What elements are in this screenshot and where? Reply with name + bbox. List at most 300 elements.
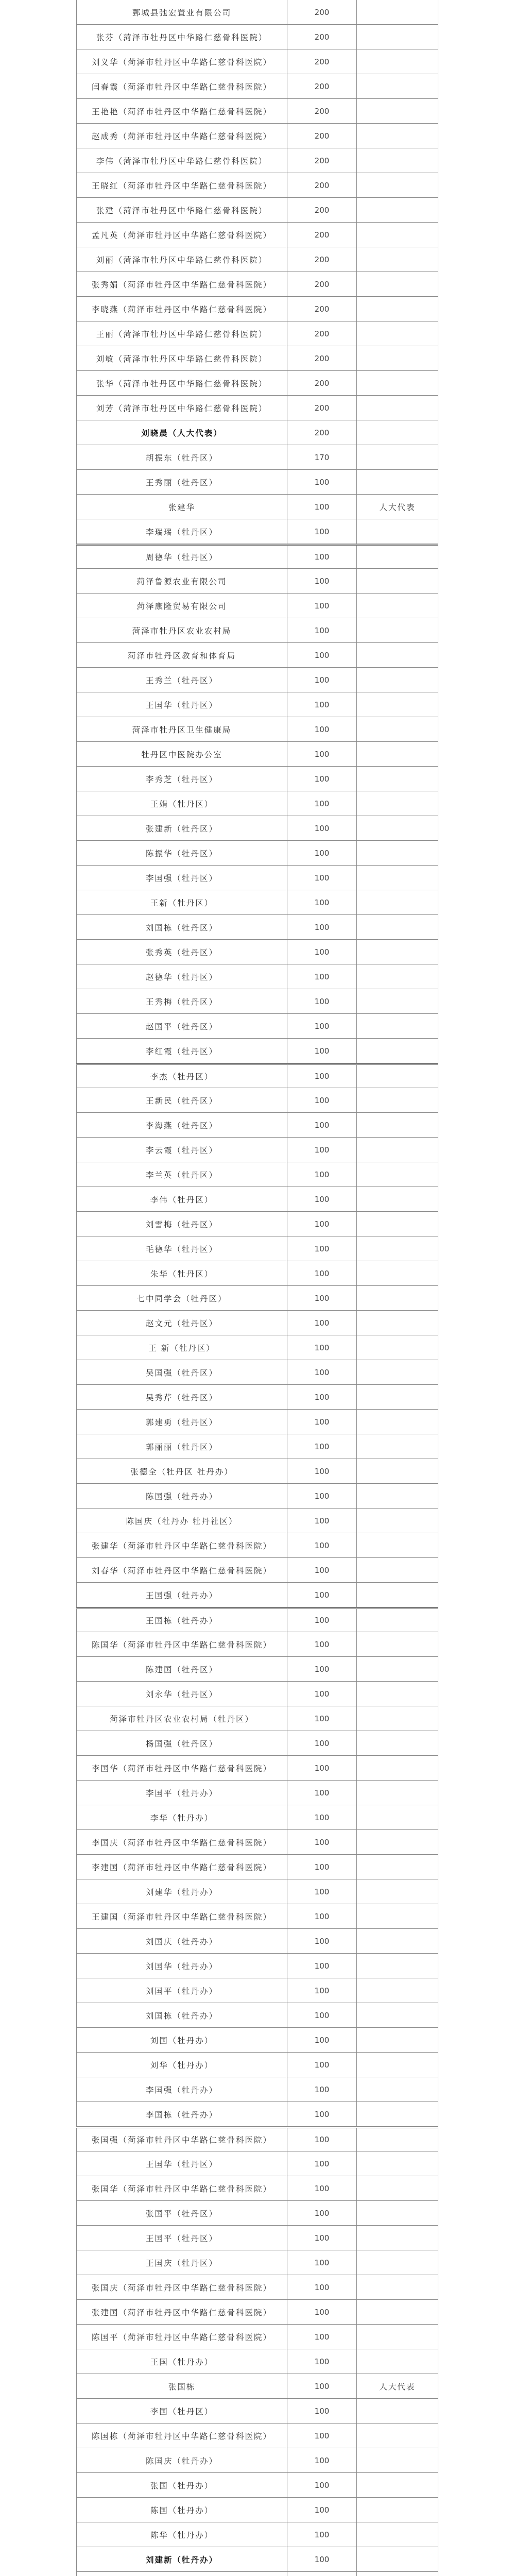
table-row [76, 841, 438, 866]
donation-amount-cell: 100 [287, 1756, 356, 1780]
donor-name-cell: 刘国栋（牡丹区） [76, 915, 287, 939]
donor-name-cell: 刘国华（牡丹办） [76, 1954, 287, 1978]
remark-cell [356, 1014, 438, 1038]
donation-amount-cell: 100 [287, 1286, 356, 1310]
donation-amount-cell: 100 [287, 1113, 356, 1137]
donation-amount-cell: 100 [287, 546, 356, 568]
remark-cell: 人大代表 [356, 2374, 438, 2398]
remark-cell [356, 272, 438, 296]
donation-amount-cell: 100 [287, 2325, 356, 2349]
donor-name-cell: 张建新（牡丹区） [76, 816, 287, 840]
remark-cell [356, 2325, 438, 2349]
table-row [76, 247, 438, 272]
donor-name-cell: 李伟（菏泽市牡丹区中华路仁慈骨科医院） [76, 148, 287, 173]
table-row [76, 1311, 438, 1335]
donation-amount-cell: 100 [287, 618, 356, 642]
remark-cell [356, 1039, 438, 1063]
donation-amount-cell: 100 [287, 1929, 356, 1953]
donor-name-cell: 郭建勇（牡丹区） [76, 1410, 287, 1434]
remark-cell [356, 989, 438, 1013]
table-row [76, 1286, 438, 1311]
donor-name-cell: 毛德华（牡丹区） [76, 1236, 287, 1261]
donation-amount-cell: 200 [287, 74, 356, 98]
remark-cell [356, 1706, 438, 1731]
donor-name-cell: 刘国平（牡丹办） [76, 1978, 287, 2003]
remark-cell [356, 1533, 438, 1557]
table-row [76, 915, 438, 940]
remark-cell [356, 1904, 438, 1928]
donation-amount-cell: 200 [287, 396, 356, 420]
remark-cell [356, 1065, 438, 1088]
remark-cell [356, 1731, 438, 1755]
donation-amount-cell: 100 [287, 2424, 356, 2448]
table-row [76, 1014, 438, 1039]
remark-cell [356, 1978, 438, 2003]
table-row [76, 272, 438, 297]
remark-cell [356, 2102, 438, 2126]
remark-cell [356, 643, 438, 667]
table-row [76, 2102, 438, 2127]
table-row [76, 1929, 438, 1954]
table-row [76, 2003, 438, 2028]
donation-amount-cell: 100 [287, 1236, 356, 1261]
donation-amount-cell: 100 [287, 2102, 356, 2126]
donor-name-cell: 菏泽市牡丹区农业农村局 [76, 618, 287, 642]
donation-amount-cell: 200 [287, 25, 356, 49]
donation-amount-cell: 100 [287, 717, 356, 741]
remark-cell [356, 2300, 438, 2324]
table-row [76, 2498, 438, 2522]
donation-amount-cell: 100 [287, 1187, 356, 1211]
remark-cell [356, 2250, 438, 2275]
donor-name-cell: 李国强（牡丹办） [76, 2077, 287, 2102]
donor-name-cell: 王晓红（菏泽市牡丹区中华路仁慈骨科医院） [76, 173, 287, 197]
remark-cell [356, 1385, 438, 1409]
donor-name-cell: 张国平（牡丹区） [76, 2201, 287, 2225]
table-row [76, 1533, 438, 1558]
donor-name-cell: 菏泽康隆贸易有限公司 [76, 594, 287, 618]
remark-cell [356, 2053, 438, 2077]
donor-name-cell: 李建国（菏泽市牡丹区中华路仁慈骨科医院） [76, 1855, 287, 1879]
table-row [76, 1434, 438, 1459]
remark-cell [356, 1311, 438, 1335]
donation-amount-cell: 200 [287, 0, 356, 24]
donor-name-cell: 李华（牡丹办） [76, 1805, 287, 1829]
table-row [76, 1558, 438, 1583]
donor-name-cell: 李晓燕（菏泽市牡丹区中华路仁慈骨科医院） [76, 297, 287, 321]
remark-cell [356, 668, 438, 692]
remark-cell [356, 1830, 438, 1854]
donation-amount-cell: 100 [287, 1311, 356, 1335]
donation-amount-cell: 100 [287, 2547, 356, 2571]
donor-name-cell: 闫春霞（菏泽市牡丹区中华路仁慈骨科医院） [76, 74, 287, 98]
donor-name-cell: 赵成秀（菏泽市牡丹区中华路仁慈骨科医院） [76, 124, 287, 148]
donation-amount-cell: 200 [287, 49, 356, 74]
remark-cell [356, 1162, 438, 1187]
remark-cell [356, 1879, 438, 1904]
table-row [76, 25, 438, 49]
donor-name-cell: 张国华（菏泽市牡丹区中华路仁慈骨科医院） [76, 2176, 287, 2200]
remark-cell [356, 1261, 438, 1285]
table-row [76, 594, 438, 618]
donation-amount-cell: 100 [287, 668, 356, 692]
donation-amount-cell: 100 [287, 1509, 356, 1533]
donation-amount-cell: 100 [287, 495, 356, 519]
table-row [76, 767, 438, 791]
remark-cell: 人大代表 [356, 495, 438, 519]
donation-amount-cell: 100 [287, 2003, 356, 2027]
donor-name-cell: 刘春华（菏泽市牡丹区中华路仁慈骨科医院） [76, 1558, 287, 1582]
donation-amount-cell: 100 [287, 964, 356, 989]
donor-name-cell: 李国华（菏泽市牡丹区中华路仁慈骨科医院） [76, 1756, 287, 1780]
donation-amount-cell: 100 [287, 1484, 356, 1508]
donation-amount-cell: 100 [287, 1162, 356, 1187]
table-row [76, 445, 438, 470]
table-row [76, 1731, 438, 1756]
remark-cell [356, 470, 438, 494]
remark-cell [356, 1756, 438, 1780]
donation-amount-cell: 100 [287, 2176, 356, 2200]
remark-cell [356, 1583, 438, 1607]
table-row [76, 2349, 438, 2374]
table-row [76, 2473, 438, 2498]
donation-amount-cell: 100 [287, 1261, 356, 1285]
donation-amount-cell: 100 [287, 1978, 356, 2003]
donor-name-cell [76, 2572, 287, 2576]
donor-name-cell: 陈振华（牡丹区） [76, 841, 287, 865]
donation-amount-cell: 100 [287, 2201, 356, 2225]
table-row [76, 1879, 438, 1904]
donor-name-cell: 李国庆（菏泽市牡丹区中华路仁慈骨科医院） [76, 1830, 287, 1854]
donor-name-cell: 陈国（牡丹办） [76, 2498, 287, 2522]
remark-cell [356, 2176, 438, 2200]
donor-name-cell: 刘国（牡丹办） [76, 2028, 287, 2052]
table-row [76, 297, 438, 321]
donation-amount-cell: 100 [287, 890, 356, 914]
table-row [76, 1632, 438, 1657]
table-row [76, 643, 438, 668]
remark-cell [356, 1682, 438, 1706]
donor-name-cell: 刘晓晨（人大代表） [76, 420, 287, 445]
donation-amount-cell: 100 [287, 940, 356, 964]
donation-amount-cell: 100 [287, 2028, 356, 2052]
donor-name-cell: 王艳艳（菏泽市牡丹区中华路仁慈骨科医院） [76, 99, 287, 123]
donation-amount-cell [287, 2572, 356, 2576]
table-row [76, 1212, 438, 1236]
donation-amount-cell: 100 [287, 1533, 356, 1557]
donor-name-cell: 王新民（牡丹区） [76, 1088, 287, 1112]
table-row [76, 2275, 438, 2300]
donor-name-cell: 王新（牡丹区） [76, 890, 287, 914]
donor-name-cell: 李兰英（牡丹区） [76, 1162, 287, 1187]
table-row [76, 2127, 438, 2151]
donation-amount-cell: 100 [287, 1706, 356, 1731]
donor-name-cell: 张国栋 [76, 2374, 287, 2398]
donor-name-cell: 菏泽市牡丹区卫生健康局 [76, 717, 287, 741]
remark-cell [356, 1558, 438, 1582]
donation-amount-cell: 100 [287, 470, 356, 494]
remark-cell [356, 1657, 438, 1681]
donor-name-cell: 王国华（牡丹区） [76, 692, 287, 717]
table-row [76, 2522, 438, 2547]
donation-amount-cell: 100 [287, 2275, 356, 2299]
remark-cell [356, 148, 438, 173]
table-row [76, 346, 438, 371]
table-row [76, 1039, 438, 1063]
table-row [76, 2201, 438, 2226]
table-row [76, 2325, 438, 2349]
remark-cell [356, 1609, 438, 1632]
donation-amount-cell: 100 [287, 2077, 356, 2102]
donation-amount-cell: 100 [287, 2053, 356, 2077]
remark-cell [356, 791, 438, 816]
donation-amount-cell: 100 [287, 816, 356, 840]
donor-name-cell: 王国（牡丹办） [76, 2349, 287, 2374]
remark-cell [356, 1632, 438, 1656]
table-row [76, 1756, 438, 1781]
remark-cell [356, 1781, 438, 1805]
table-row [76, 2572, 438, 2576]
remark-cell [356, 124, 438, 148]
table-row [76, 2448, 438, 2473]
donor-name-cell: 朱华（牡丹区） [76, 1261, 287, 1285]
donation-amount-cell: 100 [287, 2473, 356, 2497]
donation-amount-cell: 100 [287, 519, 356, 544]
donation-amount-cell: 100 [287, 2250, 356, 2275]
remark-cell [356, 247, 438, 272]
donor-name-cell: 王丽（菏泽市牡丹区中华路仁慈骨科医院） [76, 321, 287, 346]
table-row [76, 1706, 438, 1731]
remark-cell [356, 396, 438, 420]
donation-amount-cell: 100 [287, 1830, 356, 1854]
donor-name-cell: 刘永华（牡丹区） [76, 1682, 287, 1706]
table-row [76, 668, 438, 692]
remark-cell [356, 346, 438, 370]
donor-name-cell: 李瑞瑞（牡丹区） [76, 519, 287, 544]
table-row [76, 1855, 438, 1879]
donor-name-cell: 王建国（菏泽市牡丹区中华路仁慈骨科医院） [76, 1904, 287, 1928]
remark-cell [356, 223, 438, 247]
donation-amount-cell: 200 [287, 247, 356, 272]
donor-name-cell: 王秀梅（牡丹区） [76, 989, 287, 1013]
donation-amount-cell: 100 [287, 1657, 356, 1681]
remark-cell [356, 1187, 438, 1211]
donation-amount-cell: 100 [287, 692, 356, 717]
table-row [76, 1385, 438, 1410]
remark-cell [356, 569, 438, 593]
remark-cell [356, 940, 438, 964]
table-row [76, 74, 438, 99]
donation-amount-cell: 200 [287, 420, 356, 445]
donation-amount-cell: 100 [287, 1459, 356, 1483]
donation-amount-cell: 100 [287, 1360, 356, 1384]
table-row [76, 470, 438, 495]
donor-name-cell: 孟凡英（菏泽市牡丹区中华路仁慈骨科医院） [76, 223, 287, 247]
table-row [76, 1978, 438, 2003]
table-row [76, 1335, 438, 1360]
donor-name-cell: 王 新（牡丹区） [76, 1335, 287, 1360]
donation-amount-cell: 100 [287, 1954, 356, 1978]
donor-name-cell: 菏泽市牡丹区教育和体育局 [76, 643, 287, 667]
table-row [76, 371, 438, 396]
remark-cell [356, 519, 438, 544]
remark-cell [356, 964, 438, 989]
donor-name-cell: 张德全（牡丹区 牡丹办） [76, 1459, 287, 1483]
donation-amount-cell: 100 [287, 1039, 356, 1063]
table-row [76, 890, 438, 915]
donation-amount-cell: 100 [287, 2374, 356, 2398]
donor-name-cell: 王秀兰（牡丹区） [76, 668, 287, 692]
table-row [76, 1187, 438, 1212]
donor-name-cell: 王国庆（牡丹区） [76, 2250, 287, 2275]
donor-name-cell: 刘华（牡丹办） [76, 2053, 287, 2077]
table-row [76, 1410, 438, 1434]
donor-name-cell: 菏泽市牡丹区农业农村局（牡丹区） [76, 1706, 287, 1731]
remark-cell [356, 742, 438, 766]
donor-name-cell: 刘芳（菏泽市牡丹区中华路仁慈骨科医院） [76, 396, 287, 420]
remark-cell [356, 2424, 438, 2448]
donor-name-cell: 刘国庆（牡丹办） [76, 1929, 287, 1953]
donation-amount-cell: 100 [287, 2522, 356, 2547]
donor-name-cell: 陈华（牡丹办） [76, 2522, 287, 2547]
donation-amount-cell: 200 [287, 148, 356, 173]
donor-name-cell: 李国强（牡丹区） [76, 866, 287, 890]
table-row [76, 2399, 438, 2424]
donor-name-cell: 鄄城县弛宏置业有限公司 [76, 0, 287, 24]
donation-amount-cell: 100 [287, 866, 356, 890]
table-row [76, 2151, 438, 2176]
table-row [76, 2176, 438, 2201]
remark-cell [356, 618, 438, 642]
donation-amount-cell: 100 [287, 1731, 356, 1755]
donor-name-cell: 郭丽丽（牡丹区） [76, 1434, 287, 1459]
donation-amount-cell: 100 [287, 1335, 356, 1360]
remark-cell [356, 1360, 438, 1384]
table-row [76, 2374, 438, 2399]
remark-cell [356, 2522, 438, 2547]
table-row [76, 989, 438, 1014]
donation-amount-cell: 100 [287, 1904, 356, 1928]
table-row [76, 1459, 438, 1484]
donation-amount-cell: 200 [287, 346, 356, 370]
donation-amount-cell: 100 [287, 2300, 356, 2324]
donor-name-cell: 张秀娟（菏泽市牡丹区中华路仁慈骨科医院） [76, 272, 287, 296]
table-row [76, 816, 438, 841]
remark-cell [356, 445, 438, 469]
donation-amount-cell: 100 [287, 2226, 356, 2250]
donor-name-cell: 李杰（牡丹区） [76, 1065, 287, 1088]
remark-cell [356, 816, 438, 840]
remark-cell [356, 2077, 438, 2102]
remark-cell [356, 1855, 438, 1879]
donation-amount-cell: 100 [287, 1682, 356, 1706]
table-row [76, 1509, 438, 1533]
table-row [76, 940, 438, 964]
donor-name-cell: 陈国栋（菏泽市牡丹区中华路仁慈骨科医院） [76, 2424, 287, 2448]
donor-name-cell: 刘丽（菏泽市牡丹区中华路仁慈骨科医院） [76, 247, 287, 272]
table-row [76, 1113, 438, 1138]
remark-cell [356, 717, 438, 741]
donor-name-cell: 李海燕（牡丹区） [76, 1113, 287, 1137]
donation-amount-cell: 100 [287, 1583, 356, 1607]
donor-name-cell: 李云霞（牡丹区） [76, 1138, 287, 1162]
remark-cell [356, 692, 438, 717]
remark-cell [356, 1434, 438, 1459]
remark-cell [356, 49, 438, 74]
donor-name-cell: 刘义华（菏泽市牡丹区中华路仁慈骨科医院） [76, 49, 287, 74]
table-row [76, 692, 438, 717]
donation-amount-cell: 100 [287, 1385, 356, 1409]
donor-name-cell: 刘国栋（牡丹办） [76, 2003, 287, 2027]
donor-name-cell: 李红霞（牡丹区） [76, 1039, 287, 1063]
donor-name-cell: 王国强（牡丹办） [76, 1583, 287, 1607]
donor-name-cell: 李国栋（牡丹办） [76, 2102, 287, 2126]
remark-cell [356, 99, 438, 123]
remark-cell [356, 1509, 438, 1533]
table-row [76, 2300, 438, 2325]
table-row [76, 2250, 438, 2275]
table-row [76, 1088, 438, 1113]
remark-cell [356, 198, 438, 222]
donor-name-cell: 赵德华（牡丹区） [76, 964, 287, 989]
donor-name-cell: 吴国强（牡丹区） [76, 1360, 287, 1384]
remark-cell [356, 2473, 438, 2497]
remark-cell [356, 915, 438, 939]
donor-name-cell: 张华（菏泽市牡丹区中华路仁慈骨科医院） [76, 371, 287, 395]
table-row [76, 742, 438, 767]
donor-name-cell: 张国庆（菏泽市牡丹区中华路仁慈骨科医院） [76, 2275, 287, 2299]
donation-amount-cell: 100 [287, 1879, 356, 1904]
table-row [76, 1236, 438, 1261]
table-row [76, 519, 438, 544]
remark-cell [356, 594, 438, 618]
table-row [76, 321, 438, 346]
table-row [76, 49, 438, 74]
donor-name-cell: 王娟（牡丹区） [76, 791, 287, 816]
remark-cell [356, 2226, 438, 2250]
donation-amount-cell: 200 [287, 198, 356, 222]
remark-cell [356, 841, 438, 865]
table-row [76, 173, 438, 198]
donation-amount-cell: 200 [287, 173, 356, 197]
donation-amount-cell: 100 [287, 1065, 356, 1088]
remark-cell [356, 2201, 438, 2225]
donation-amount-cell: 100 [287, 841, 356, 865]
donation-amount-cell: 100 [287, 1014, 356, 1038]
donor-name-cell: 牡丹区中医院办公室 [76, 742, 287, 766]
donor-name-cell: 王国栋（牡丹办） [76, 1609, 287, 1632]
remark-cell [356, 2151, 438, 2176]
table-row [76, 223, 438, 247]
donor-name-cell: 王秀丽（牡丹区） [76, 470, 287, 494]
remark-cell [356, 74, 438, 98]
table-row [76, 1360, 438, 1385]
table-row [76, 0, 438, 25]
remark-cell [356, 1410, 438, 1434]
donation-amount-cell: 100 [287, 915, 356, 939]
table-row [76, 198, 438, 223]
donor-name-cell: 陈国庆（牡丹办） [76, 2448, 287, 2472]
donor-name-cell: 李国（牡丹区） [76, 2399, 287, 2423]
table-row [76, 569, 438, 594]
donation-amount-cell: 200 [287, 371, 356, 395]
donation-amount-cell: 100 [287, 594, 356, 618]
donation-amount-cell: 100 [287, 2349, 356, 2374]
donor-name-cell: 赵国平（牡丹区） [76, 1014, 287, 1038]
remark-cell [356, 546, 438, 568]
remark-cell [356, 1088, 438, 1112]
remark-cell [356, 2275, 438, 2299]
